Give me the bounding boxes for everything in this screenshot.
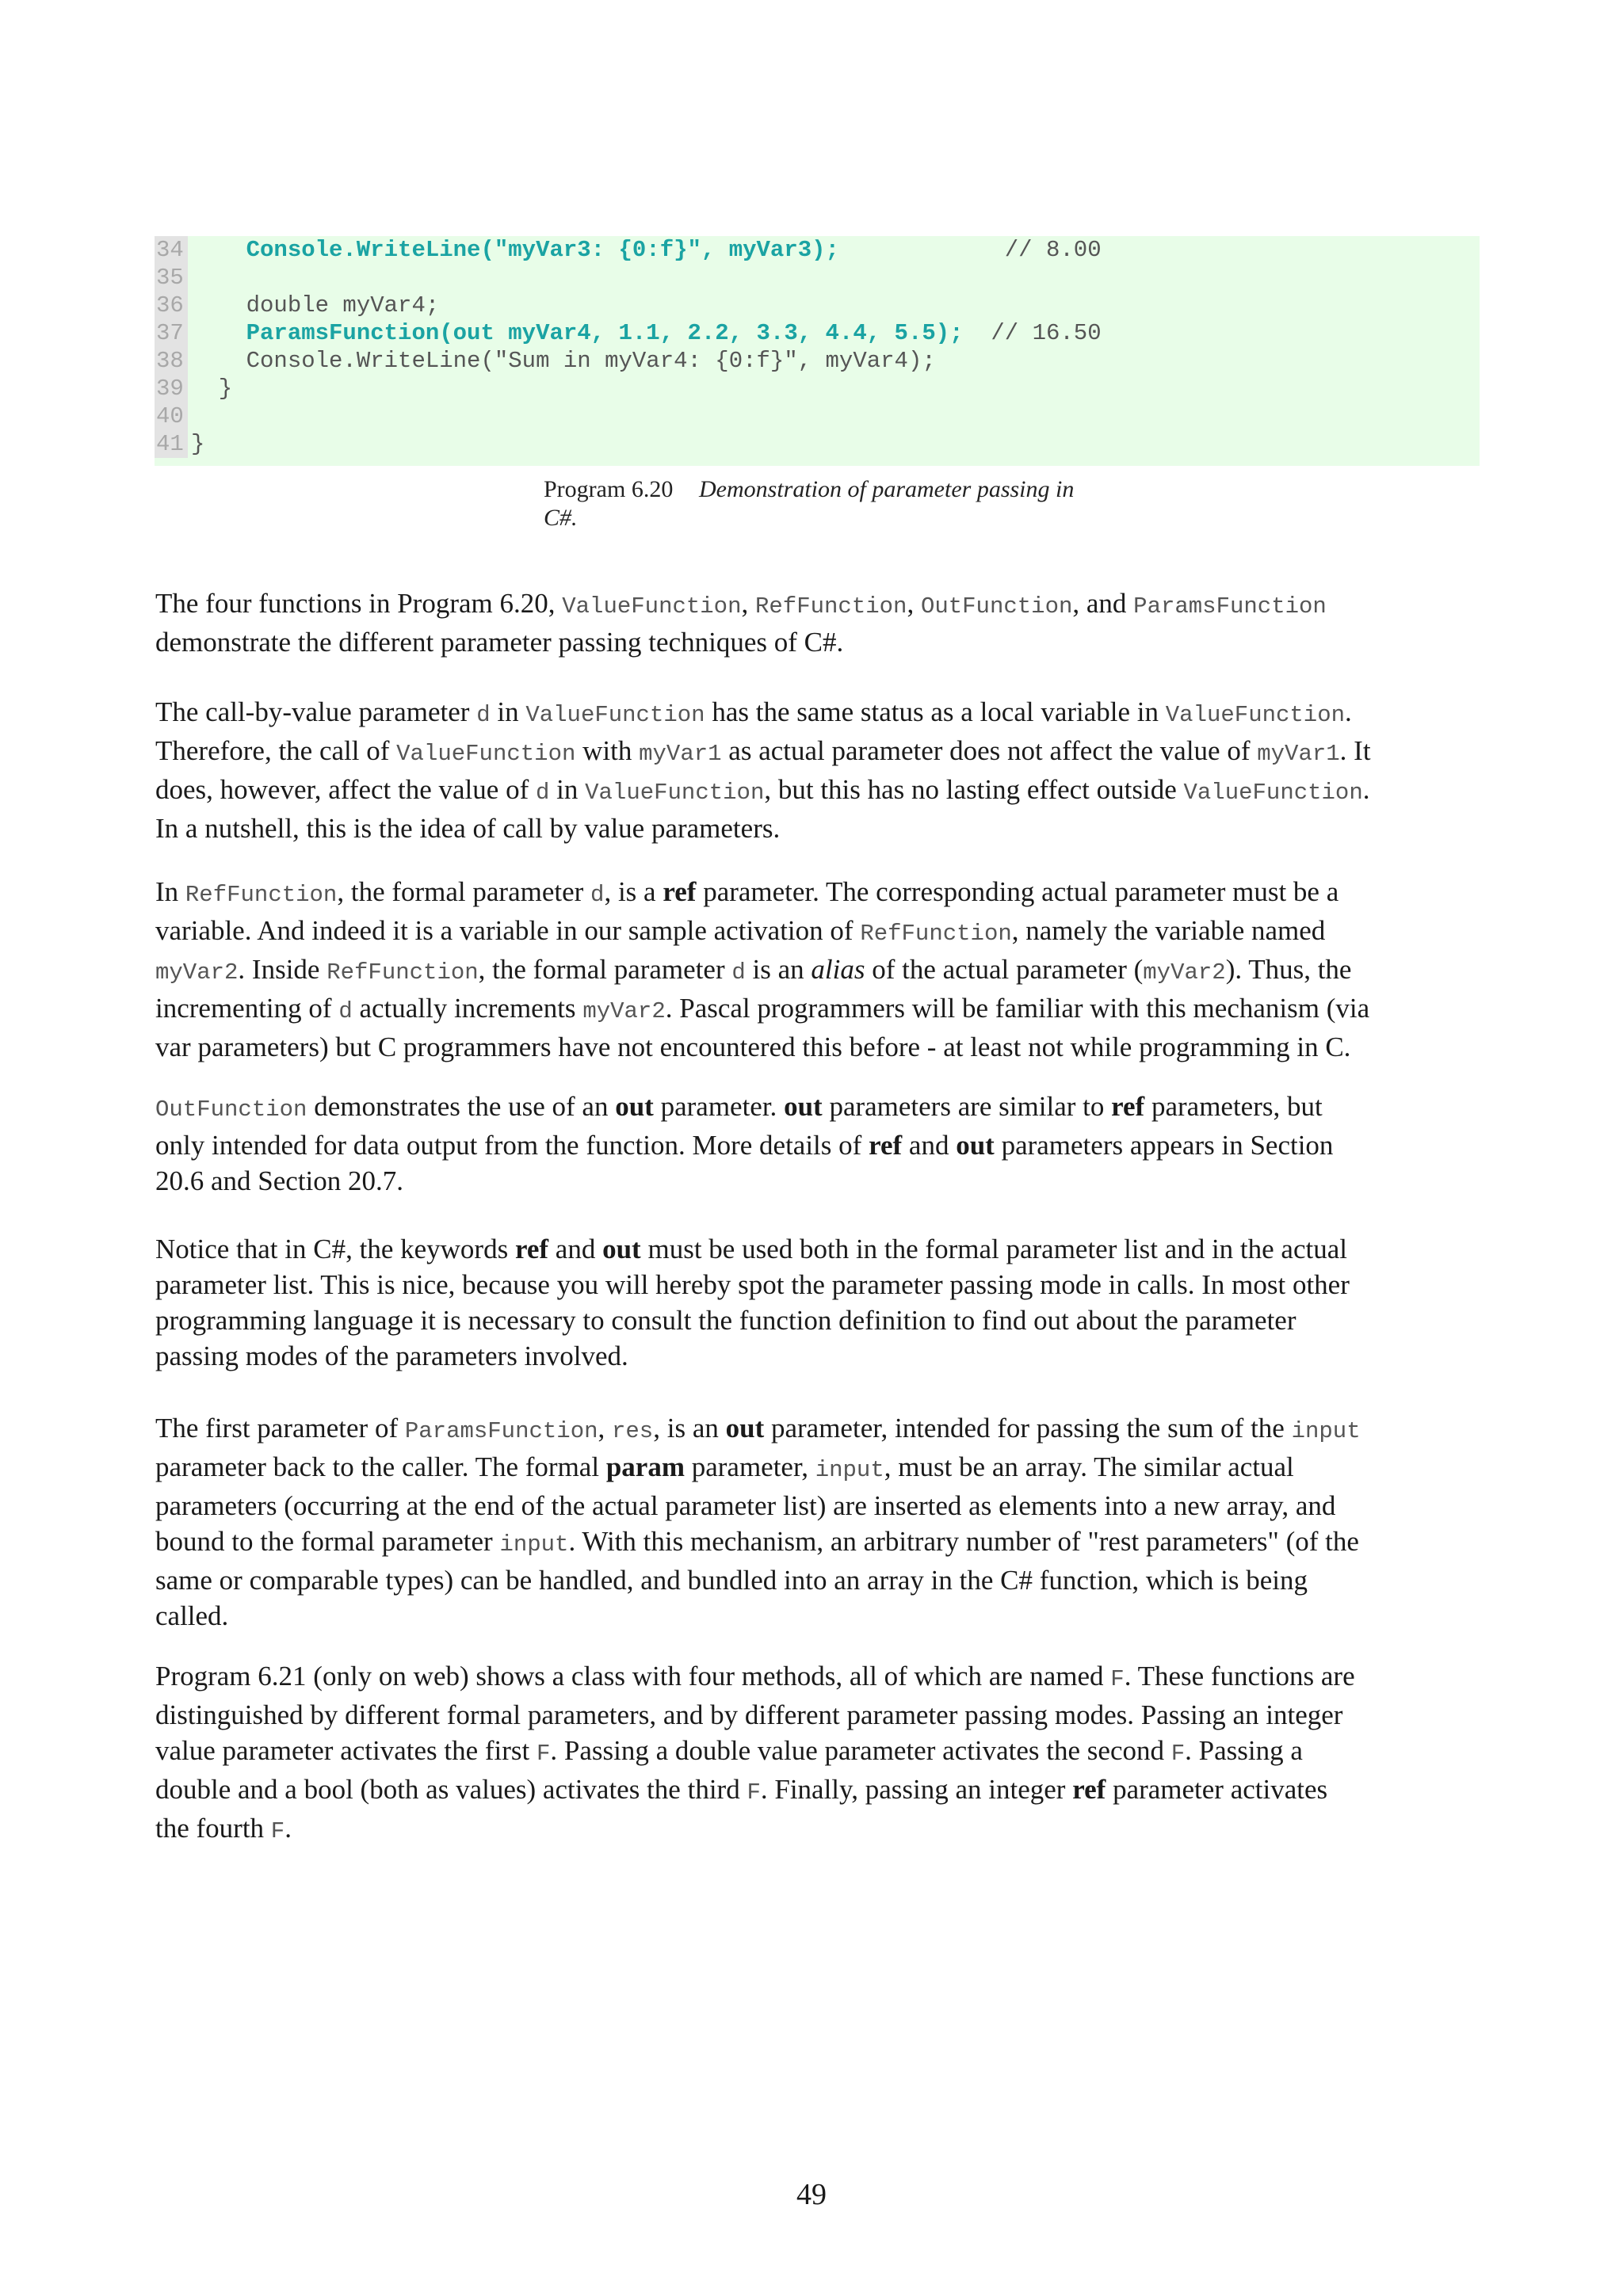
line-number: 38 [155,347,188,375]
code-inline: d [731,959,746,986]
text: . These functions are [1124,1661,1355,1691]
code-line [155,375,232,402]
code-inline: input [815,1457,884,1483]
paragraph-1 [155,585,1487,660]
text: parameters (occurring at the end of the actual parameter list) are inserted as elements into a new array, and [155,1490,1336,1521]
text: parameters appears in Section [994,1130,1334,1161]
code-text: Console.WriteLine("Sum in myVar4: {0:f}", myVar4); [191,348,936,374]
code-text: } [191,431,205,457]
code-line [155,292,439,319]
keyword: param [605,1451,685,1482]
text: passing modes of the parameters involved. [155,1341,628,1371]
code-inline: myVar1 [639,741,722,767]
text: parameters, but [1144,1091,1323,1122]
keyword: ref [869,1130,903,1161]
code-comment: // 16.50 [963,320,1102,346]
text: of the actual parameter ( [865,954,1144,985]
text: , and [1072,588,1134,619]
code-inline: ParamsFunction [1133,593,1327,620]
keyword: ref [1072,1774,1106,1805]
code-inline: myVar2 [155,959,239,986]
text: var parameters) but C programmers have not encountered this before - at least not while programming in C. [155,1032,1351,1062]
code-inline: OutFunction [920,593,1073,620]
text: programming language it is necessary to consult the function definition to find out about the parameter [155,1305,1296,1336]
line-number: 34 [155,236,188,264]
code-inline: ValueFunction [562,593,742,620]
code-inline: ValueFunction [396,741,576,767]
text: . With this mechanism, an arbitrary number of "rest parameters" (of the [568,1526,1359,1557]
text: The four functions in Program 6.20, [155,588,563,619]
keyword: out [784,1091,823,1122]
code-inline: input [499,1531,569,1558]
keyword: out [956,1130,995,1161]
code-text: Console.WriteLine("myVar3: {0:f}", myVar3); [191,237,839,263]
keyword: out [602,1234,641,1264]
text: Program 6.21 (only on web) shows a class with four methods, all of which are named [155,1661,1111,1691]
text: 20.6 and Section 20.7. [155,1165,404,1196]
text: . Pascal programmers will be familiar with this mechanism (via [665,993,1370,1024]
text: only intended for data output from the function. More details of [155,1130,869,1161]
code-inline: myVar2 [582,998,666,1024]
keyword: ref [514,1234,549,1264]
code-inline: ValueFunction [525,702,705,728]
code-text: double myVar4; [191,292,440,318]
text: . [1345,696,1352,727]
code-inline: RefFunction [327,959,479,986]
code-inline: RefFunction [755,593,907,620]
code-inline: d [590,882,605,908]
code-inline: input [1291,1418,1361,1444]
text: . Passing a [1185,1735,1303,1766]
code-inline: res [612,1418,654,1444]
code-listing [155,236,1480,466]
text: . Finally, passing an integer [760,1774,1073,1805]
text: and [902,1130,957,1161]
text: parameter, intended for passing the sum of the [764,1413,1292,1444]
text: parameters are similar to [822,1091,1112,1122]
text: the fourth [155,1813,271,1844]
text: incrementing of [155,993,339,1024]
text: parameter activates [1106,1774,1328,1805]
line-number: 40 [155,402,188,430]
paragraph-2 [155,694,1487,846]
text: variable. And indeed it is a variable in our sample activation of [155,915,861,946]
text: as actual parameter does not affect the value of [721,735,1258,766]
code-inline: RefFunction [860,921,1012,947]
code-text: } [191,376,233,402]
program-caption [544,475,1114,532]
text: , is an [653,1413,726,1444]
code-inline: myVar1 [1257,741,1340,767]
text: In a nutshell, this is the idea of call by value parameters. [155,813,781,844]
keyword: ref [1111,1091,1145,1122]
line-number: 35 [155,264,188,292]
text: , the formal parameter [337,876,591,907]
text: same or comparable types) can be handled, and bundled into an array in the C# function, which is being [155,1565,1308,1596]
keyword: out [615,1091,654,1122]
text: , is a [604,876,663,907]
text: and [548,1234,603,1264]
text: , [907,588,921,619]
text: is an [745,954,812,985]
text: . Passing a double value parameter activates the second [550,1735,1171,1766]
code-line [155,402,191,430]
text: . It [1339,735,1371,766]
code-inline: ValueFunction [1165,702,1346,728]
text: , the formal parameter [478,954,732,985]
caption-title-cont: C#. [544,505,578,531]
text: has the same status as a local variable in [705,696,1166,727]
text: , [741,588,755,619]
code-inline: d [535,780,550,806]
text: with [575,735,640,766]
text: , must be an array. The similar actual [884,1451,1294,1482]
text: parameter. [653,1091,785,1122]
paragraph-7 [155,1658,1487,1849]
emphasis: alias [811,954,865,985]
code-line [155,347,936,375]
code-inline: RefFunction [185,882,338,908]
code-line [155,430,204,458]
text: called. [155,1600,229,1631]
code-inline: F [1170,1741,1186,1767]
code-inline: d [476,702,491,728]
line-number: 41 [155,430,188,458]
text: distinguished by different formal parameters, and by different parameter passing modes. Passing an integer [155,1699,1343,1730]
text: demonstrate the different parameter passing techniques of C#. [155,627,844,658]
text: parameter back to the caller. The formal [155,1451,606,1482]
keyword: out [725,1413,765,1444]
line-number: 37 [155,319,188,347]
paragraph-3 [155,874,1487,1065]
text: . [285,1813,292,1844]
text: The call-by-value parameter [155,696,477,727]
text: , [598,1413,612,1444]
code-inline: F [537,1741,551,1767]
code-comment: // 8.00 [838,237,1102,263]
code-inline: OutFunction [155,1097,307,1123]
keyword: ref [663,876,697,907]
text: value parameter activates the first [155,1735,537,1766]
code-inline: F [270,1818,285,1844]
caption-title: Demonstration of parameter passing in [699,476,1075,502]
code-line [155,319,1102,347]
text: . Inside [238,954,327,985]
code-inline: ParamsFunction [404,1418,598,1444]
text: demonstrates the use of an [307,1091,616,1122]
code-inline: d [338,998,353,1024]
code-line [155,236,1102,264]
code-inline: F [1110,1666,1125,1692]
text: does, however, affect the value of [155,774,536,805]
text: double and a bool (both as values) activates the third [155,1774,747,1805]
page-number: 49 [796,2178,827,2211]
text: The first parameter of [155,1413,405,1444]
code-inline: F [747,1779,761,1806]
text: must be used both in the formal parameter list and in the actual [640,1234,1347,1264]
line-number: 39 [155,375,188,402]
text: . [1362,774,1370,805]
text: parameter, [684,1451,815,1482]
text: , but this has no lasting effect outside [764,774,1184,805]
text: ). Thus, the [1225,954,1352,985]
text: , namely the variable named [1011,915,1326,946]
code-inline: ValueFunction [585,780,765,806]
text: bound to the formal parameter [155,1526,500,1557]
code-text [188,265,191,291]
code-inline: ValueFunction [1183,780,1363,806]
paragraph-4 [155,1089,1487,1199]
text: In [155,876,185,907]
text: Notice that in C#, the keywords [155,1234,515,1264]
code-line [155,264,191,292]
code-inline: myVar2 [1143,959,1226,986]
text: parameter. The corresponding actual parameter must be a [696,876,1339,907]
paragraph-6 [155,1410,1487,1634]
caption-number: Program 6.20 [544,476,674,502]
line-number: 36 [155,292,188,319]
paragraph-5 [155,1231,1487,1374]
text: in [549,774,586,805]
text: Therefore, the call of [155,735,397,766]
text: actually increments [352,993,583,1024]
text: in [490,696,526,727]
code-text: ParamsFunction(out myVar4, 1.1, 2.2, 3.3, 4.4, 5.5); [191,320,964,346]
code-text [188,403,191,429]
text: parameter list. This is nice, because you will hereby spot the parameter passing mode in calls. In most other [155,1269,1350,1300]
